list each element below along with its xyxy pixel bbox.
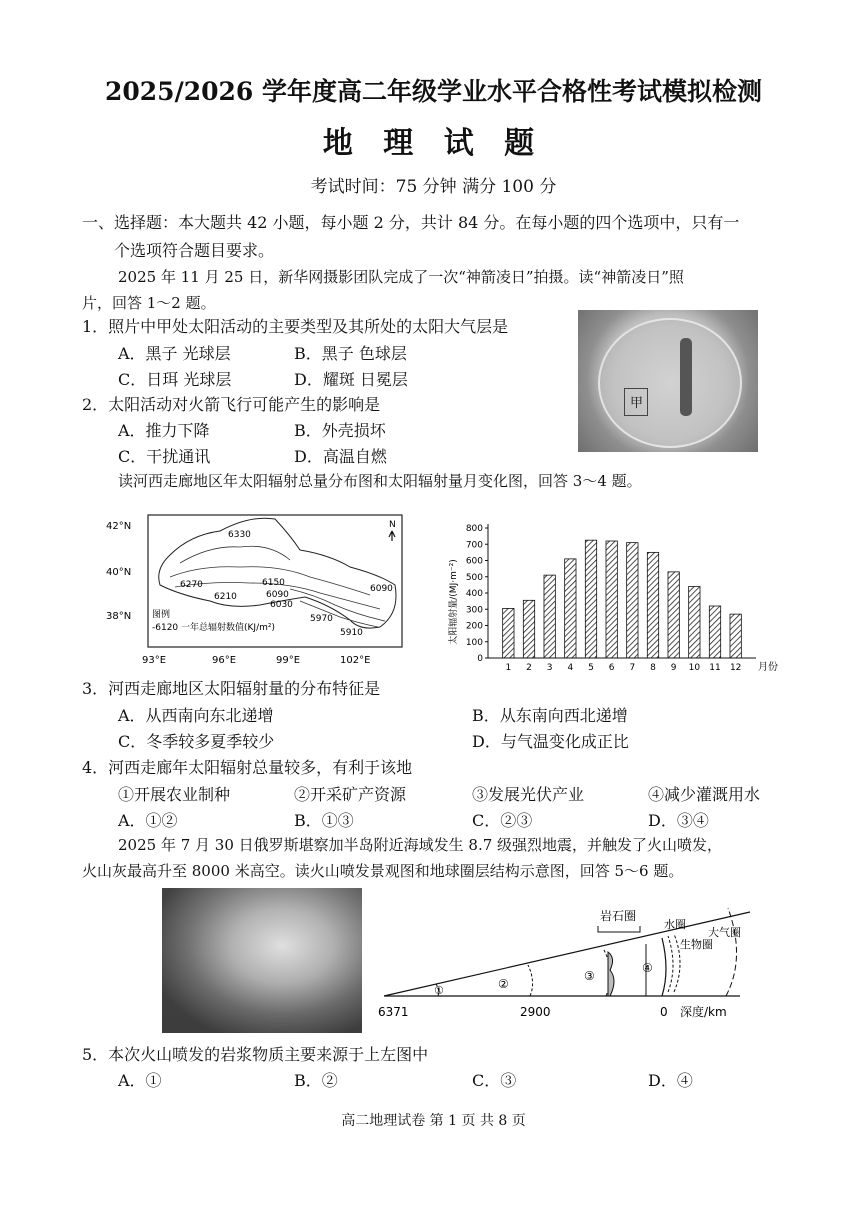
y-tick-label: 200	[465, 621, 483, 632]
q1-option-d[interactable]: D．耀斑 日冕层	[294, 370, 408, 389]
label-layer-3: ③	[584, 969, 595, 983]
core-mantle-boundary	[528, 965, 533, 996]
q2-option-c[interactable]: C．干扰通讯	[118, 447, 211, 466]
lithosphere-bracket	[598, 926, 640, 932]
radiation-distribution-map	[100, 505, 420, 670]
sun-disc	[598, 318, 742, 448]
atmosphere-boundary	[726, 908, 737, 996]
intro-q1-2-line1: 2025 年 11 月 25 日，新华网摄影团队完成了一次“神箭凌日”拍摄。读“神箭凌日”照	[118, 268, 684, 286]
x-tick-label: 8	[650, 663, 656, 673]
x-tick-label: 9	[670, 663, 677, 673]
bar-month-11	[709, 606, 720, 658]
contour-label-6150: 6150	[262, 578, 285, 588]
label-layer-1: ①	[434, 984, 444, 997]
x-tick-label: 4	[567, 663, 574, 673]
label-hydrosphere: 水圈	[664, 918, 686, 931]
lon-label-96: 96°E	[212, 655, 237, 666]
rocket-transit-photo	[578, 310, 758, 452]
depth-6371: 6371	[378, 1005, 409, 1019]
legend-text: -6120 一年总辐射数值(KJ/m²)	[152, 623, 275, 633]
y-tick-label: 100	[465, 637, 483, 648]
x-axis-ticks	[505, 663, 741, 673]
lat-label-38: 38°N	[106, 611, 132, 622]
y-tick-label: 600	[465, 556, 483, 567]
q4-item-2: ②开采矿产资源	[294, 785, 407, 804]
page-footer: 高二地理试卷 第 1 页 共 8 页	[341, 1113, 526, 1129]
bar-month-1	[503, 608, 514, 658]
surface-line	[662, 938, 666, 996]
bar-month-2	[523, 600, 534, 658]
label-lithosphere: 岩石圈	[600, 909, 637, 923]
q3-option-c[interactable]: C．冬季较多夏季较少	[118, 732, 275, 751]
q2-option-a[interactable]: A．推力下降	[118, 421, 210, 440]
intro-q5-6-line1: 2025 年 7 月 30 日俄罗斯堪察加半岛附近海域发生 8.7 级强烈地震，并触发了火山喷发，	[118, 836, 723, 854]
y-tick-label: 0	[477, 654, 483, 664]
depth-unit: 深度/km	[680, 1005, 727, 1019]
x-axis-label: 月份	[758, 662, 778, 673]
contour-label-6090-east: 6090	[370, 584, 393, 594]
bar-month-4	[565, 559, 576, 658]
subject-title: 地 理 试 题	[322, 126, 545, 161]
label-atmosphere: 大气圈	[708, 926, 741, 939]
x-tick-label: 2	[526, 663, 532, 673]
exam-time-info: 考试时间：75 分钟 满分 100 分	[310, 177, 557, 197]
volcano-eruption-photo	[162, 888, 362, 1033]
q4-option-d[interactable]: D．③④	[648, 811, 709, 830]
exam-title: 2025/2026 学年度高二年级学业水平合格性考试模拟检测	[105, 77, 762, 106]
q4-item-4: ④减少灌溉用水	[648, 785, 761, 804]
label-biosphere: 生物圈	[680, 938, 713, 951]
q5-option-c[interactable]: C．③	[472, 1071, 517, 1090]
y-axis-label: 太阳辐射量/(MJ·m⁻²)	[449, 559, 459, 645]
q5-stem: 5．本次火山喷发的岩浆物质主要来源于上左图中	[82, 1045, 429, 1064]
q4-item-1: ①开展农业制种	[118, 785, 231, 804]
bar-month-5	[585, 540, 596, 658]
bar-month-10	[689, 587, 700, 659]
q3-stem: 3．河西走廊地区太阳辐射量的分布特征是	[82, 679, 381, 698]
rocket-silhouette	[680, 338, 692, 416]
x-tick-label: 3	[546, 663, 553, 673]
section-heading-line2: 个选项符合题目要求。	[114, 241, 275, 260]
y-axis-ticks	[466, 524, 488, 664]
q3-option-b[interactable]: B．从东南向西北递增	[472, 706, 628, 725]
y-tick-label: 300	[465, 605, 483, 616]
x-tick-label: 1	[505, 663, 512, 673]
q3-option-a[interactable]: A．从西南向东北递增	[118, 706, 274, 725]
bar-month-7	[627, 543, 638, 658]
contour-label-6090: 6090	[266, 590, 289, 600]
x-tick-label: 11	[709, 663, 721, 673]
lon-label-102: 102°E	[340, 655, 371, 666]
q3-option-d[interactable]: D．与气温变化成正比	[472, 732, 629, 751]
contour-label-6210: 6210	[214, 592, 237, 602]
y-tick-label: 400	[465, 589, 483, 599]
lon-label-93: 93°E	[142, 655, 167, 666]
bar-month-8	[647, 552, 658, 658]
q5-option-b[interactable]: B．②	[294, 1071, 338, 1090]
lithosphere-band	[608, 952, 614, 996]
bar-month-9	[668, 572, 679, 658]
contour-label-6270: 6270	[180, 580, 203, 590]
q5-option-d[interactable]: D．④	[648, 1071, 693, 1090]
contour-label-5910: 5910	[340, 628, 363, 638]
hydrosphere-boundary	[668, 936, 673, 992]
bar-month-3	[544, 575, 555, 658]
q5-option-a[interactable]: A．①	[118, 1071, 162, 1090]
q4-option-b[interactable]: B．①③	[294, 811, 354, 830]
x-tick-label: 6	[608, 663, 615, 673]
contour-label-6030: 6030	[270, 600, 293, 610]
y-tick-label: 700	[465, 540, 483, 551]
intro-q5-6-line2: 火山灰最高升至 8000 米高空。读火山喷发景观图和地球圈层结构示意图，回答 5～6 题。	[82, 862, 684, 880]
legend-title: 图例	[152, 610, 171, 620]
intro-q3-4: 读河西走廊地区年太阳辐射总量分布图和太阳辐射量月变化图，回答 3～4 题。	[118, 472, 642, 490]
bar-month-12	[730, 614, 741, 658]
q4-option-c[interactable]: C．②③	[472, 811, 533, 830]
q4-stem: 4．河西走廊年太阳辐射总量较多，有利于该地	[82, 758, 413, 777]
earth-layers-diagram	[378, 888, 778, 1038]
q2-stem: 2．太阳活动对火箭飞行可能产生的影响是	[82, 395, 381, 414]
y-tick-label: 500	[465, 572, 483, 583]
q1-option-b[interactable]: B．黑子 色球层	[294, 344, 407, 363]
q4-option-a[interactable]: A．①②	[118, 811, 178, 830]
q4-item-3: ③发展光伏产业	[472, 785, 585, 804]
x-tick-label: 7	[629, 663, 636, 673]
marker-jia-label: 甲	[630, 396, 644, 411]
lat-label-40: 40°N	[106, 567, 132, 578]
depth-2900: 2900	[520, 1005, 551, 1019]
x-tick-label: 5	[588, 663, 594, 673]
north-arrow-label: N	[389, 520, 396, 530]
intro-q1-2-line2: 片，回答 1～2 题。	[82, 294, 216, 312]
contour-label-5970: 5970	[310, 614, 333, 624]
label-layer-2: ②	[498, 977, 509, 991]
contour-label-6330: 6330	[228, 530, 251, 540]
y-tick-label: 800	[465, 524, 483, 534]
q1-option-a[interactable]: A．黑子 光球层	[118, 344, 231, 363]
q1-option-c[interactable]: C．日珥 光球层	[118, 370, 232, 389]
lon-label-99: 99°E	[276, 655, 301, 666]
bar-series	[503, 540, 742, 658]
q2-option-b[interactable]: B．外壳损坏	[294, 421, 386, 440]
depth-0: 0	[660, 1005, 668, 1019]
bar-month-6	[606, 541, 617, 658]
label-layer-4: ④	[642, 961, 653, 975]
north-arrow-icon	[389, 531, 395, 541]
region-outline	[159, 518, 396, 628]
q2-option-d[interactable]: D．高温自燃	[294, 447, 387, 466]
lat-label-42: 42°N	[106, 521, 132, 532]
x-tick-label: 10	[688, 663, 701, 673]
x-tick-label: 12	[729, 663, 742, 673]
q1-stem: 1．照片中甲处太阳活动的主要类型及其所处的太阳大气层是	[82, 317, 509, 336]
monthly-radiation-bar-chart	[440, 512, 778, 673]
section-heading-line1: 一、选择题：本大题共 42 小题，每小题 2 分，共计 84 分。在每小题的四个选项中，只有一	[82, 213, 740, 232]
